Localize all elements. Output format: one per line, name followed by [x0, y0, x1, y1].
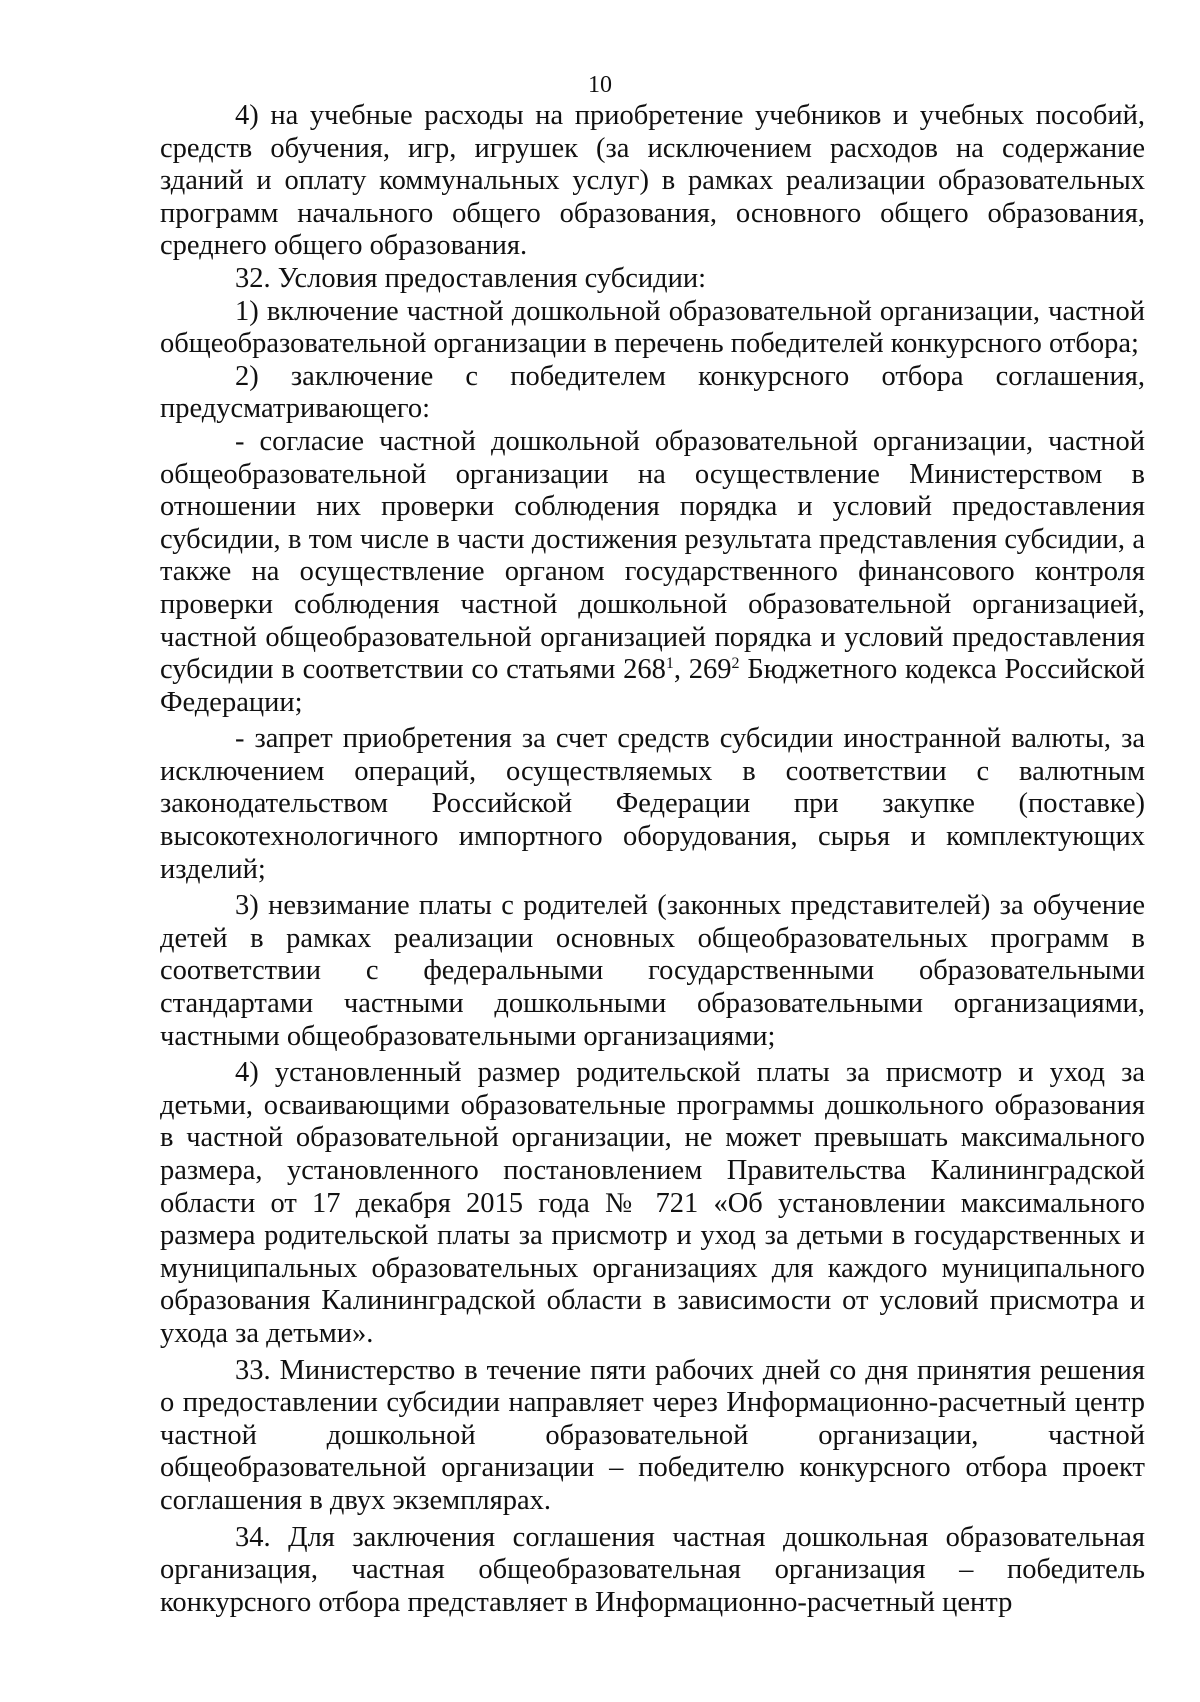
page-number: 10 — [588, 72, 612, 98]
paragraph-33: 33. Министерство в течение пяти рабочих дней со дня принятия решения о предоставлении субсидии направляет через Информационно-расчетный центр частной дошкольной образовательной организации, частной общеобразовательной организации – победителю конкурсного отбора проект соглашения в двух экземплярах. — [160, 1354, 1145, 1516]
paragraph-condition-2: 2) заключение с победителем конкурсного отбора соглашения, предусматривающего: — [160, 360, 1145, 425]
consent-text-part-3: Бюджетного кодекса Российской Федерации; — [160, 654, 1146, 718]
footnote-superscript-1: 1 — [665, 655, 674, 673]
document-body — [160, 100, 1145, 1619]
paragraph-34: 34. Для заключения соглашения частная дошкольная образовательная организация, частная общеобразовательная организация – победитель конкурсного отбора представляет в Информационно-расчетный центр — [160, 1521, 1145, 1618]
consent-text-part-2: , 269 — [673, 654, 732, 686]
footnote-superscript-2: 2 — [731, 655, 740, 673]
paragraph-item-4-educational-expenses: 4) на учебные расходы на приобретение учебников и учебных пособий, средств обучения, игр, игрушек (за исключением расходов на содержание зданий и оплату коммунальных услуг) в рамках реализации образовательных программ начального общего образования, основного общего образования, среднего общего образования. — [160, 100, 1145, 262]
paragraph-currency-ban: - запрет приобретения за счет средств субсидии иностранной валюты, за исключением операций, осуществляемых в соответствии с валютным законодательством Российской Федерации при закупке (поставке) высокотехнологичного импортного оборудования, сырья и комплектующих изделий; — [160, 723, 1145, 885]
paragraph-32-heading: 32. Условия предоставления субсидии: — [235, 262, 707, 294]
paragraph-condition-1: 1) включение частной дошкольной образовательной организации, частной общеобразовательной организации в перечень победителей конкурсного отбора; — [160, 295, 1145, 360]
paragraph-condition-3: 3) невзимание платы с родителей (законных представителей) за обучение детей в рамках реализации основных общеобразовательных программ в соответствии с федеральными государственными образовательными стандартами частными дошкольными образовательными организациями, частными общеобразовательными организациями; — [160, 890, 1145, 1052]
consent-text-part-1: - согласие частной дошкольной образовательной организации, частной общеобразовательной организации на осуществление Министерством в отношении них проверки соблюдения порядка и условий предоставления субсидии, в том числе в части достижения результата представления субсидии, а также на осуществление органом государственного финансового контроля проверки соблюдения частной дошкольной образовательной организацией, частной общеобразовательной организацией порядка и условий предоставления субсидии в соответствии со статьями 268 — [160, 425, 1145, 686]
paragraph-consent-to-checks — [160, 426, 1145, 719]
paragraph-condition-4: 4) установленный размер родительской платы за присмотр и уход за детьми, осваивающими образовательные программы дошкольного образования в частной образовательной организации, не может превышать максимального размера, установленного постановлением Правительства Калининградской области от 17 декабря 2015 года № 721 «Об установлении максимального размера родительской платы за присмотр и уход за детьми в государственных и муниципальных образовательных организациях для каждого муниципального образования Калининградской области в зависимости от условий присмотра и ухода за детьми». — [160, 1057, 1145, 1349]
